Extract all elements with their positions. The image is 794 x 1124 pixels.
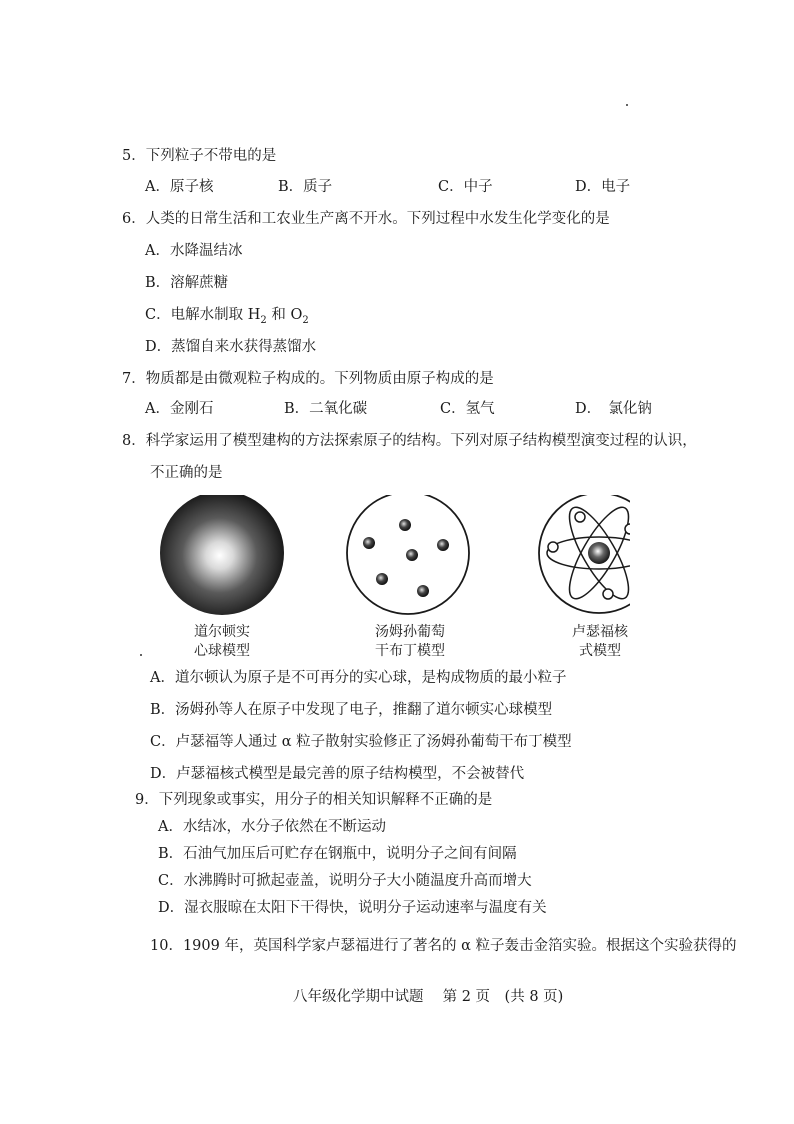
electron xyxy=(625,524,630,534)
q6-option-b: B．溶解蔗糖 xyxy=(145,275,229,291)
electron-dot xyxy=(406,549,418,561)
thomson-caption-line1: 汤姆孙葡萄 xyxy=(375,624,445,640)
q6-stem: 6．人类的日常生活和工农业生产离不开水。下列过程中水发生化学变化的是 xyxy=(122,211,610,227)
thomson-model xyxy=(347,495,469,614)
q10-stem: 10．1909 年，英国科学家卢瑟福进行了著名的 α 粒子轰击金箔实验。根据这个实验获得的 xyxy=(150,938,737,954)
electron-dot xyxy=(363,537,375,549)
electron-dot xyxy=(376,573,388,585)
q7-option-d: D． 氯化钠 xyxy=(575,401,652,417)
q8-stem-line1: 8．科学家运用了模型建构的方法探索原子的结构。下列对原子结构模型演变过程的认识， xyxy=(122,433,697,449)
scan-speck xyxy=(626,104,628,106)
q9-option-c: C．水沸腾时可掀起壶盖，说明分子大小随温度升高而增大 xyxy=(158,873,532,889)
dalton-caption-line2: 心球模型 xyxy=(194,643,250,659)
dalton-caption xyxy=(162,623,282,661)
q5-option-d: D．电子 xyxy=(575,179,631,195)
q7-option-c: C．氢气 xyxy=(440,401,495,417)
q7-option-b: B．二氧化碳 xyxy=(284,401,368,417)
q8-option-c: C．卢瑟福等人通过 α 粒子散射实验修正了汤姆孙葡萄干布丁模型 xyxy=(150,734,572,750)
q8-option-a: A．道尔顿认为原子是不可再分的实心球，是构成物质的最小粒子 xyxy=(150,670,567,686)
q9-option-a: A．水结冰，水分子依然在不断运动 xyxy=(158,819,386,835)
q9-option-d: D．湿衣服晾在太阳下干得快，说明分子运动速率与温度有关 xyxy=(158,900,547,916)
q6-option-a: A．水降温结冰 xyxy=(145,243,243,259)
thomson-caption-line2: 干布丁模型 xyxy=(375,643,445,659)
thomson-caption xyxy=(350,623,470,661)
page-footer: 八年级化学期中试题 第 2 页 (共 8 页) xyxy=(293,989,564,1005)
rutherford-model xyxy=(539,495,630,613)
scan-speck xyxy=(140,654,142,656)
q5-stem: 5．下列粒子不带电的是 xyxy=(122,148,277,164)
q8-option-d: D．卢瑟福核式模型是最完善的原子结构模型，不会被替代 xyxy=(150,766,525,782)
electron-dot xyxy=(437,539,449,551)
electron-dot xyxy=(417,585,429,597)
electron xyxy=(575,512,585,522)
q8-option-b: B．汤姆孙等人在原子中发现了电子，推翻了道尔顿实心球模型 xyxy=(150,702,553,718)
q7-stem: 7．物质都是由微观粒子构成的。下列物质由原子构成的是 xyxy=(122,371,494,387)
q5-option-b: B．质子 xyxy=(278,179,333,195)
q7-option-a: A．金刚石 xyxy=(145,401,214,417)
q9-option-b: B．石油气加压后可贮存在钢瓶中，说明分子之间有间隔 xyxy=(158,846,517,862)
nucleus xyxy=(588,542,610,564)
q6-option-c: C．电解水制取 $H_2$ 和 $O_2$ xyxy=(145,307,309,326)
q6-option-d: D．蒸馏自来水获得蒸馏水 xyxy=(145,339,317,355)
atomic-models-figure xyxy=(150,495,630,630)
q8-stem-line2: 不正确的是 xyxy=(150,465,223,481)
q5-option-c: C．中子 xyxy=(438,179,493,195)
electron xyxy=(548,542,558,552)
rutherford-caption-line2: 式模型 xyxy=(579,643,621,659)
q5-option-a: A．原子核 xyxy=(145,179,214,195)
rutherford-caption-line1: 卢瑟福核 xyxy=(572,624,628,640)
dalton-caption-line1: 道尔顿实 xyxy=(194,624,250,640)
rutherford-caption xyxy=(540,623,660,661)
electron-dot xyxy=(399,519,411,531)
dalton-model-sphere xyxy=(160,495,284,615)
q9-stem: 9．下列现象或事实，用分子的相关知识解释不正确的是 xyxy=(135,792,493,808)
electron xyxy=(603,589,613,599)
